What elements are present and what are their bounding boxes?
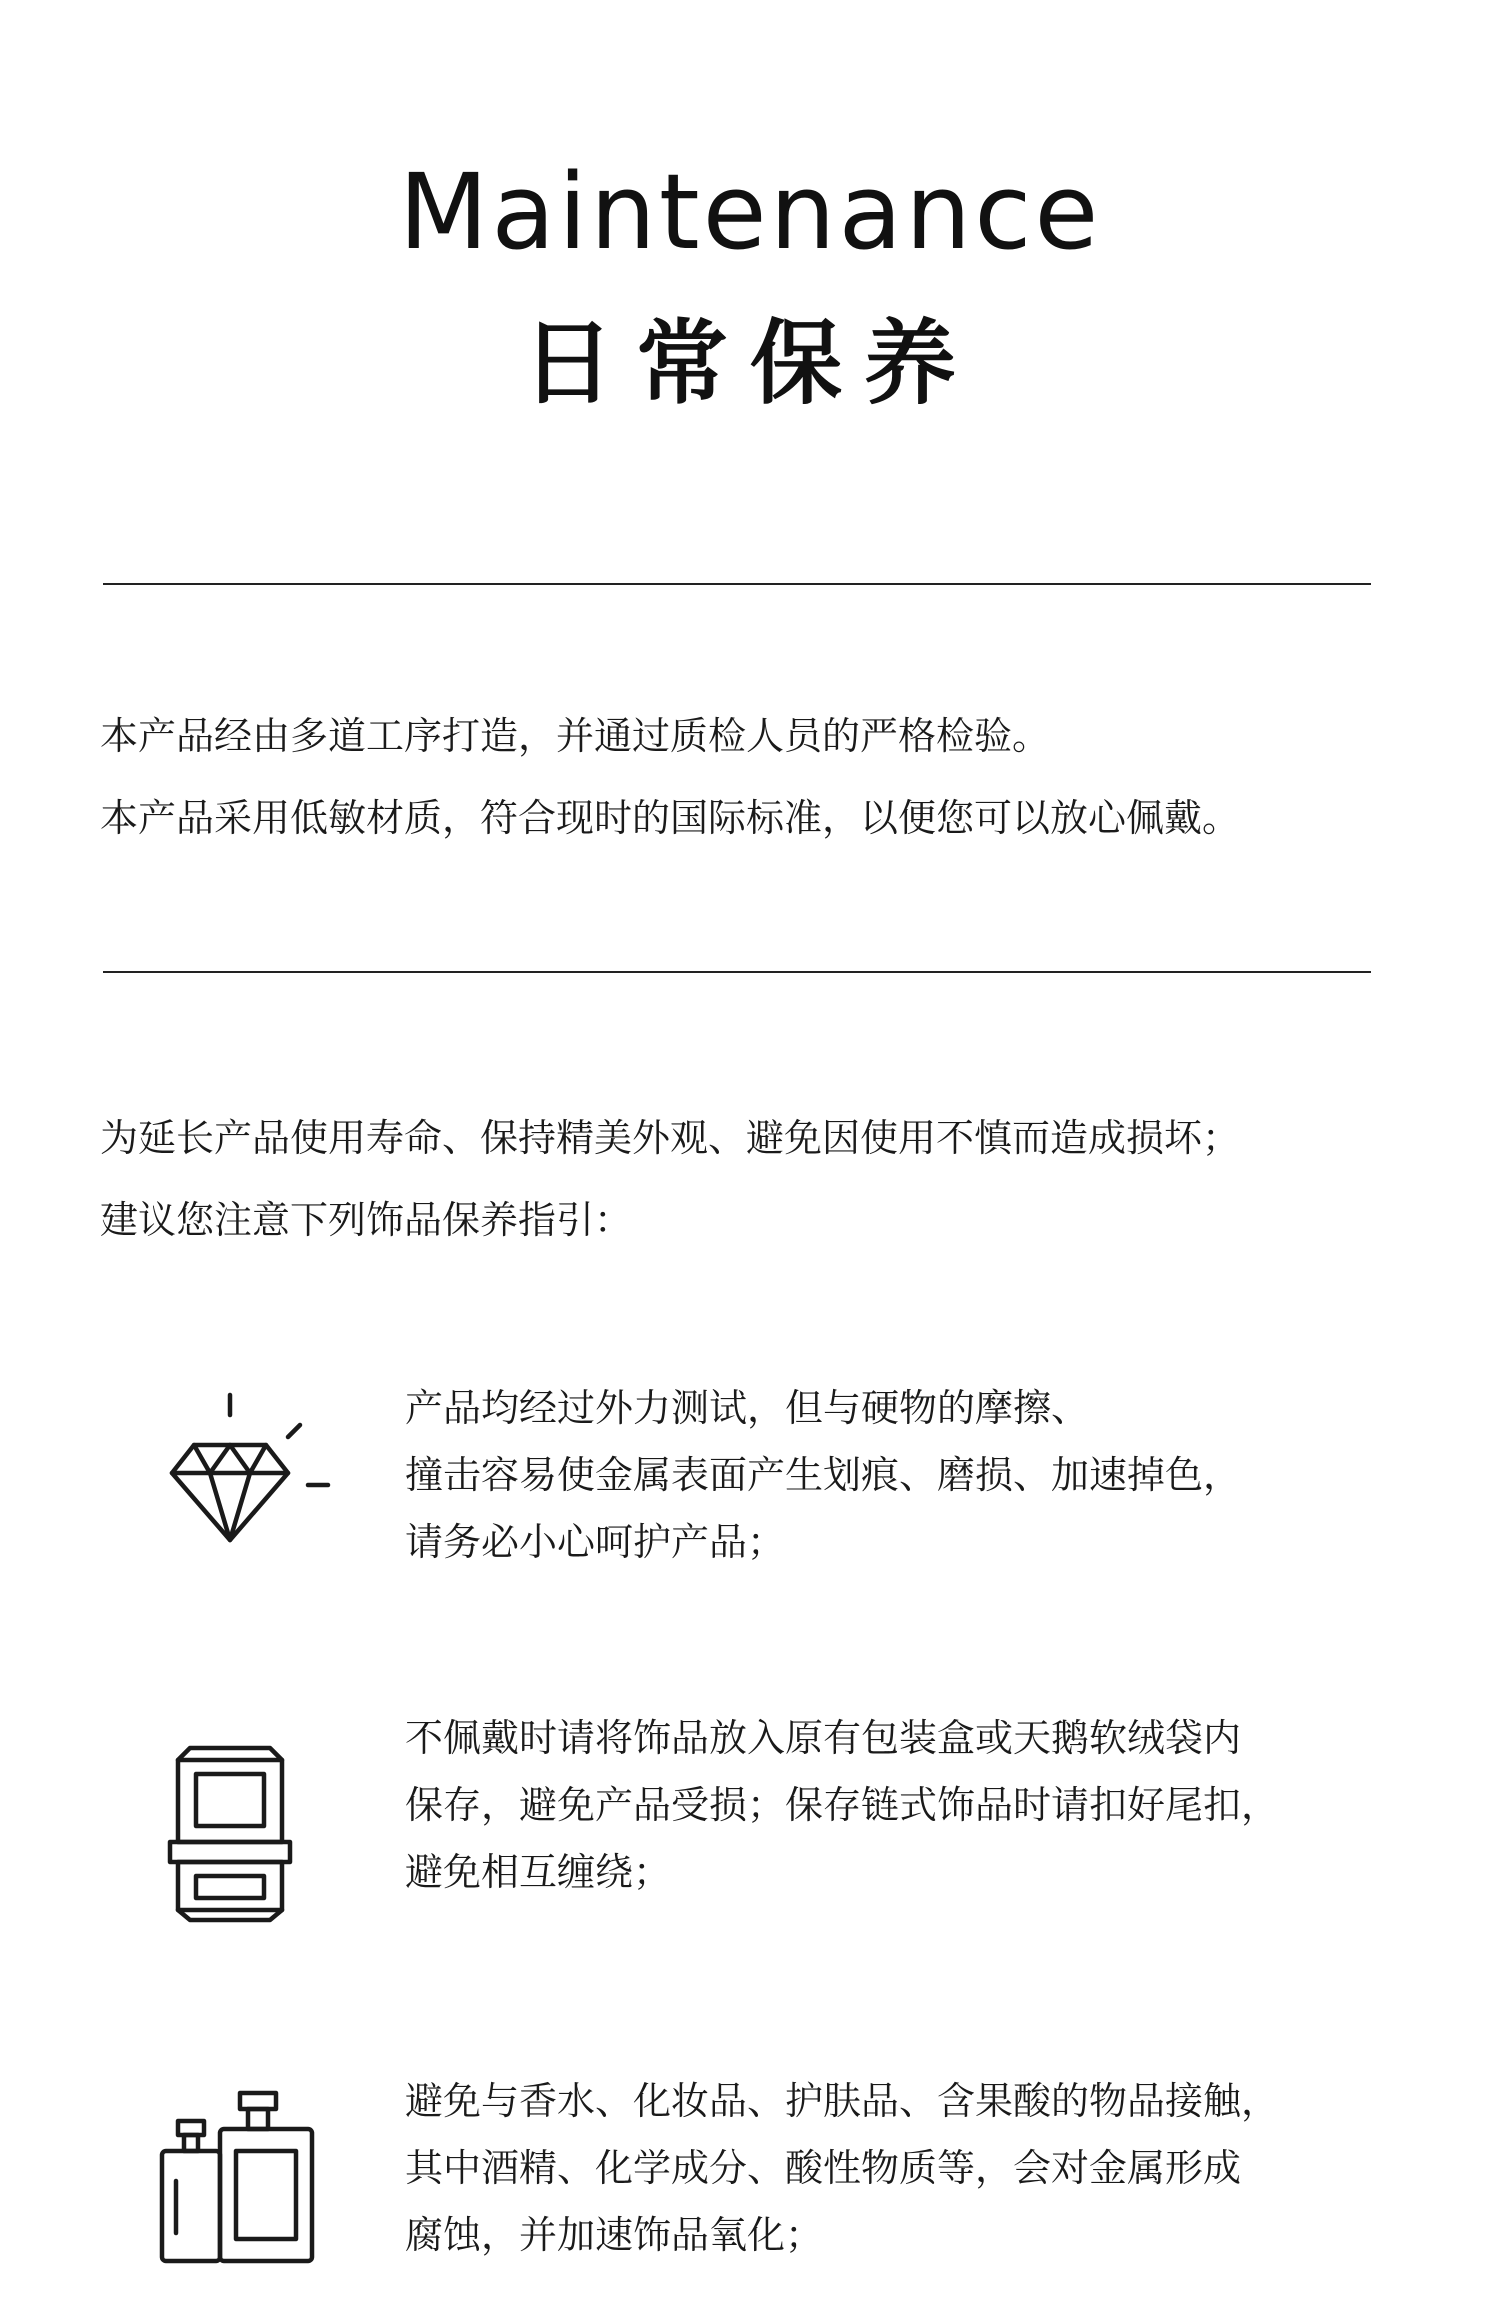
care-guide-line: 其中酒精、化学成分、酸性物质等，会对金属形成 (405, 2146, 1242, 2190)
care-guide-line: 避免相互缠绕； (405, 1850, 672, 1894)
care-guide-line: 不佩戴时请将饰品放入原有包装盒或天鹅软绒袋内 (405, 1716, 1242, 1760)
intro-line: 本产品经由多道工序打造，并通过质检人员的严格检验。 (100, 714, 1051, 758)
care-guide-line: 请务必小心呵护产品； (405, 1520, 786, 1564)
perfume-bottles-icon (140, 2083, 340, 2283)
jewelry-box-icon (140, 1730, 340, 1930)
advice-line: 建议您注意下列饰品保养指引： (100, 1198, 633, 1242)
divider-top (103, 583, 1371, 585)
diamond-icon (140, 1375, 340, 1575)
intro-line: 本产品采用低敏材质，符合现时的国际标准，以便您可以放心佩戴。 (100, 796, 1241, 840)
intro-paragraph (100, 695, 1400, 859)
care-guide-text (405, 1705, 1405, 1906)
care-guide-line: 产品均经过外力测试，但与硬物的摩擦、 (405, 1386, 1090, 1430)
page-title-english: Maintenance (398, 151, 1102, 273)
advice-paragraph (100, 1097, 1400, 1261)
care-guide-text (405, 2068, 1405, 2269)
care-guide-line: 撞击容易使金属表面产生划痕、磨损、加速掉色， (405, 1453, 1242, 1497)
divider-middle (103, 971, 1371, 973)
care-guide-text (405, 1375, 1405, 1576)
page-title-chinese: 日常保养 (521, 310, 978, 417)
advice-line: 为延长产品使用寿命、保持精美外观、避免因使用不慎而造成损坏； (100, 1116, 1241, 1160)
care-guide-line: 避免与香水、化妆品、护肤品、含果酸的物品接触， (405, 2079, 1280, 2123)
care-guide-line: 腐蚀，并加速饰品氧化； (405, 2213, 824, 2257)
care-guide-line: 保存，避免产品受损；保存链式饰品时请扣好尾扣， (405, 1783, 1280, 1827)
